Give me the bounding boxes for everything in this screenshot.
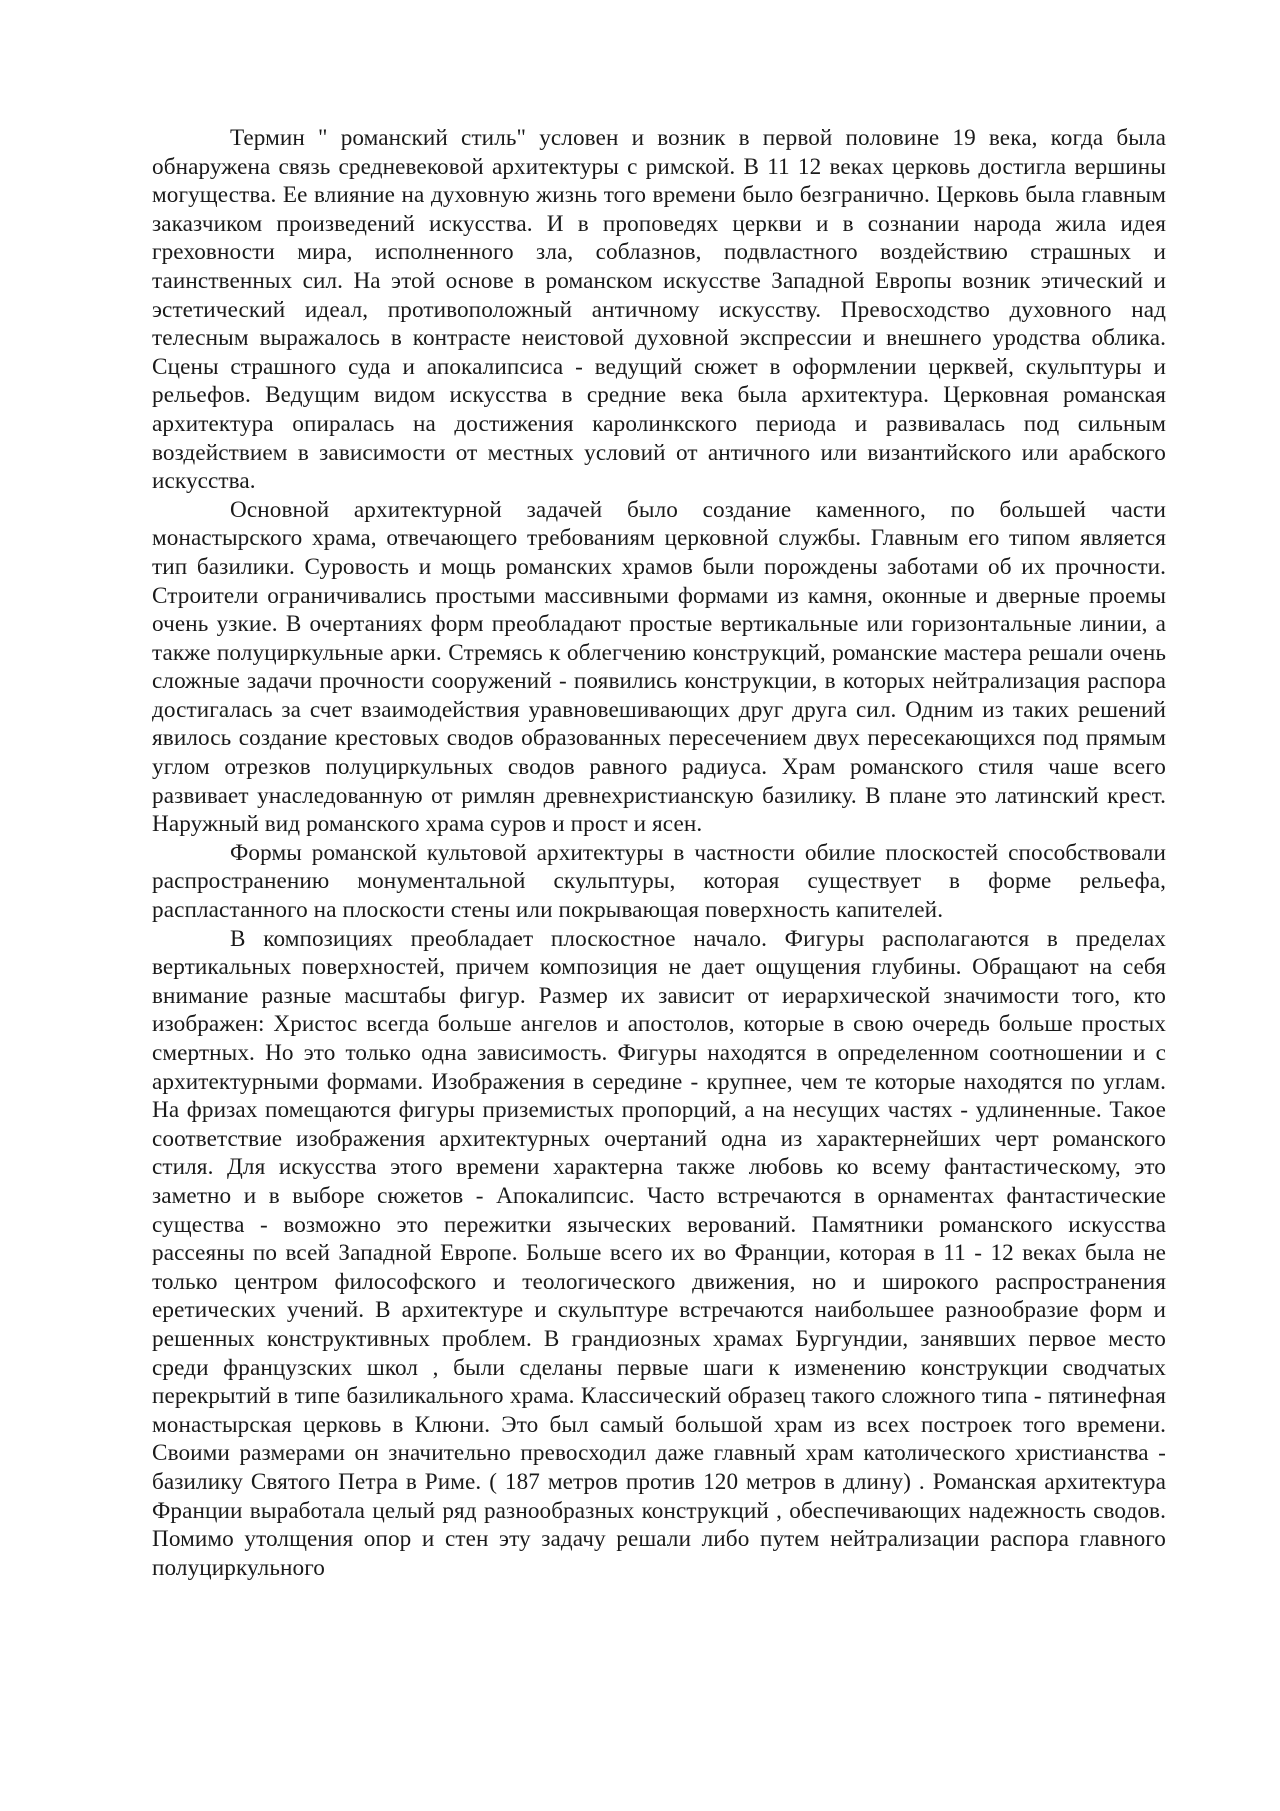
paragraph-intro: Термин " романский стиль" условен и возник в первой половине 19 века, когда была обнаружена связь средневековой архитектуры с римской. В 11 12 веках церковь достигла вершины могущества. Ее влияние на духовную жизнь того времени было безгранично. Церковь была главным заказчиком произведений искусства. И в проповедях церкви и в сознании народа жила идея греховности мира, исполненного зла, соблазнов, подвластного воздействию страшных и таинственных сил. На этой основе в романском искусстве Западной Европы возник этический и эстетический идеал, противоположный античному искусству. Превосходство духовного над телесным выражалось в контрасте неистовой духовной экспрессии и внешнего уродства облика. Сцены страшного суда и апокалипсиса - ведущий сюжет в оформлении церквей, скульптуры и рельефов. Ведущим видом искусства в средние века была архитектура. Церковная романская архитектура опиралась на достижения каролинкского периода и развивалась под сильным воздействием в зависимости от местных условий от античного или византийского или арабского искусства. [152,125,1166,495]
body-text [152,124,1166,1582]
paragraph-composition: В композициях преобладает плоскостное начало. Фигуры располагаются в пределах вертикальных поверхностей, причем композиция не дает ощущения глубины. Обращают на себя внимание разные масштабы фигур. Размер их зависит от иерархической значимости того, кто изображен: Христос всегда больше ангелов и апостолов, которые в свою очередь больше простых смертных. Но это только одна зависимость. Фигуры находятся в определенном соотношении и с архитектурными формами. Изображения в середине - крупнее, чем те которые находятся по углам. На фризах помещаются фигуры приземистых пропорций, а на несущих частях - удлиненные. Такое соответствие изображения архитектурных очертаний одна из характернейших черт романского стиля. Для искусства этого времени характерна также любовь ко всему фантастическому, это заметно и в выборе сюжетов - Апокалипсис. Часто встречаются в орнаментах фантастические существа - возможно это пережитки языческих верований. Памятники романского искусства рассеяны по всей Западной Европе. Больше всего их во Франции, которая в 11 - 12 веках была не только центром философского и теологического движения, но и широкого распространения еретических учений. В архитектуре и скульптуре встречаются наибольшее разнообразие форм и решенных конструктивных проблем. В грандиозных храмах Бургундии, занявших первое место среди французских школ , были сделаны первые шаги к изменению конструкции сводчатых перекрытий в типе базиликального храма. Классический образец такого сложного типа - пятинефная монастырская церковь в Клюни. Это был самый большой храм из всех построек того времени. Своими размерами он значительно превосходил даже главный храм католического христианства - базилику Святого Петра в Риме. ( 187 метров против 120 метров в длину) . Романская архитектура Франции выработала целый ряд разнообразных конструкций , обеспечивающих надежность сводов. Помимо утолщения опор и стен эту задачу решали либо путем нейтрализации распора главного полуциркульного [152,925,1166,1581]
paragraph-architecture: Основной архитектурной задачей было создание каменного, по большей части монастырского храма, отвечающего требованиям церковной службы. Главным его типом является тип базилики. Суровость и мощь романских храмов были порождены заботами об их прочности. Строители ограничивались простыми массивными формами из камня, оконные и дверные проемы очень узкие. В очертаниях форм преобладают простые вертикальные или горизонтальные линии, а также полуциркульные арки. Стремясь к облегчению конструкций, романские мастера решали очень сложные задачи прочности сооружений - появились конструкции, в которых нейтрализация распора достигалась за счет взаимодействия уравновешивающих друг друга сил. Одним из таких решений явилось создание крестовых сводов образованных пересечением двух пересекающихся под прямым углом отрезков полуциркульных сводов равного радиуса. Храм романского стиля чаше всего развивает унаследованную от римлян древнехристианскую базилику. В плане это латинский крест. Наружный вид романского храма суров и прост и ясен. [152,496,1166,838]
paragraph-sculpture: Формы романской культовой архитектуры в частности обилие плоскостей способствовали распространению монументальной скульптуры, которая существует в форме рельефа, распластанного на плоскости стены или покрывающая поверхность капителей. [152,839,1166,924]
